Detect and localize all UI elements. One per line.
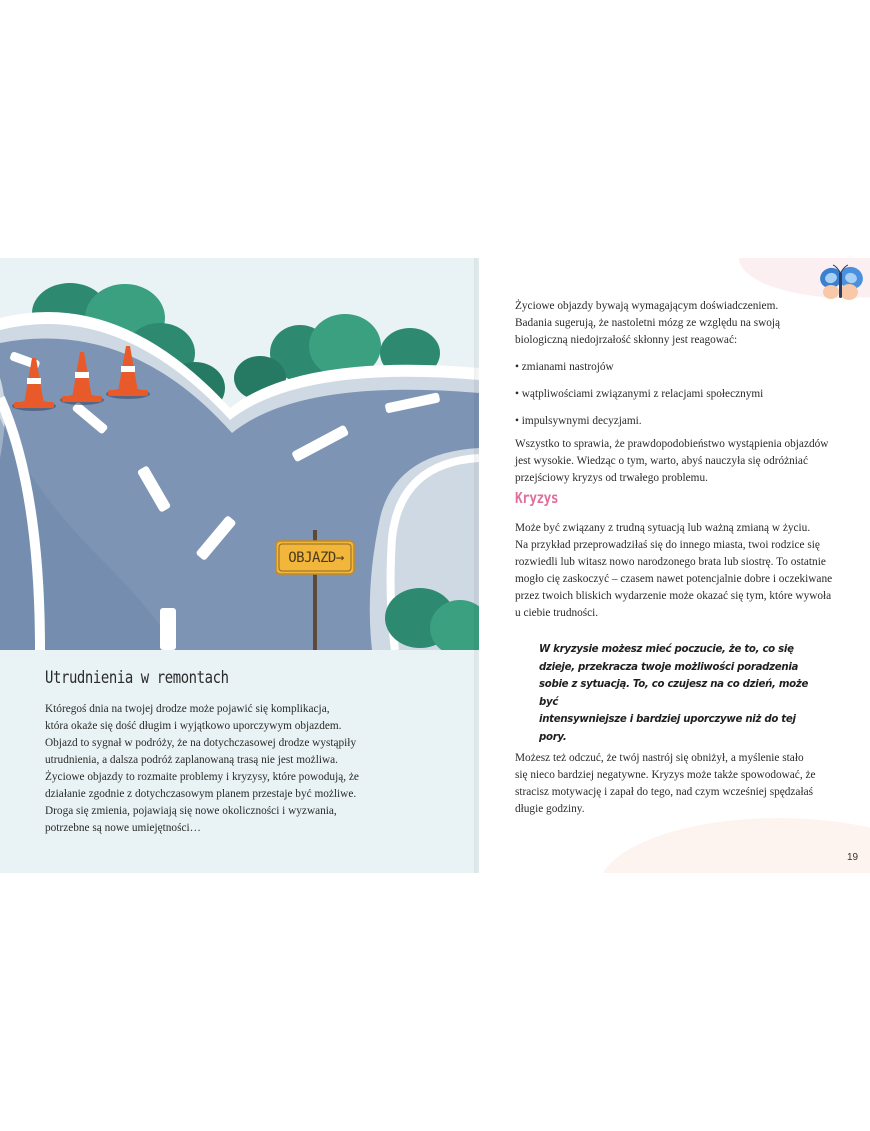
bullet-item: • zmianami nastrojów bbox=[515, 361, 614, 373]
body-line: Może być związany z trudną sytuacją lub ważną zmianą w życiu. bbox=[515, 522, 811, 534]
quote-line: sobie z sytuacją. To, co czujesz na co dzień, może być bbox=[539, 679, 809, 708]
body-line: Któregoś dnia na twojej drodze może pojawić się komplikacja, bbox=[45, 703, 330, 715]
handwritten-quote bbox=[539, 641, 809, 746]
body-line: Możesz też odczuć, że twój nastrój się obniżył, a myślenie stało bbox=[515, 752, 804, 764]
body-line: przez twoich bliskich wydarzenie może okazać się tym, które wywoła bbox=[515, 590, 832, 602]
detour-sign-label bbox=[280, 547, 352, 569]
kryzys-body-text bbox=[515, 520, 845, 622]
left-page bbox=[0, 258, 479, 873]
section-title-utrudnienia: Utrudnienia w remontach bbox=[45, 668, 229, 688]
body-line: Objazd to sygnał w podróży, że na dotychczasowej drodze wystąpiły bbox=[45, 737, 357, 749]
section-title-kryzys: Kryzys bbox=[515, 489, 559, 507]
closing-text bbox=[515, 750, 835, 818]
quote-line: dzieje, przekracza twoje możliwości poradzenia bbox=[539, 661, 799, 673]
body-line: długie godziny. bbox=[515, 803, 585, 815]
intro-text bbox=[515, 298, 835, 487]
arrow-right-icon: → bbox=[335, 550, 344, 566]
body-line: potrzebne są nowe umiejętności… bbox=[45, 822, 201, 834]
left-body-text bbox=[45, 701, 365, 837]
body-line: u ciebie trudności. bbox=[515, 607, 599, 619]
quote-line: intensywniejsze i bardziej uporczywe niż do tej pory. bbox=[539, 714, 796, 743]
body-line: biologiczną niedojrzałość skłonny jest reagować: bbox=[515, 334, 738, 346]
body-line: Życiowe objazdy to rozmaite problemy i kryzysy, które powodują, że bbox=[45, 771, 359, 783]
body-line: się nieco bardziej negatywne. Kryzys może także spowodować, że bbox=[515, 769, 816, 781]
body-line: Na przykład przeprowadziłaś się do innego miasta, twoi rodzice się bbox=[515, 539, 820, 551]
page-number: 19 bbox=[847, 852, 859, 863]
body-line: rozwiedli lub witasz nowo narodzonego brata lub siostrę. To ostatnie bbox=[515, 556, 826, 568]
body-line: przejściowy kryzys od trwałego problemu. bbox=[515, 472, 708, 484]
body-line: stracisz motywację i zapał do tego, nad czym wcześniej spędzałaś bbox=[515, 786, 813, 798]
bullet-item: • impulsywnymi decyzjami. bbox=[515, 415, 642, 427]
decorative-blob-bottom bbox=[599, 818, 870, 873]
body-line: Droga się zmienia, pojawiają się nowe okoliczności i wyzwania, bbox=[45, 805, 337, 817]
body-line: Życiowe objazdy bywają wymagającym doświadczeniem. bbox=[515, 300, 779, 312]
body-line: która okaże się dość długim i wyjątkowo uporczywym objazdem. bbox=[45, 720, 342, 732]
body-line: Wszystko to sprawia, że prawdopodobieństwo wystąpienia objazdów bbox=[515, 438, 829, 450]
body-line: utrudnienia, a dalsza podróż zaplanowaną trasą nie jest możliwa. bbox=[45, 754, 338, 766]
quote-line: W kryzysie możesz mieć poczucie, że to, co się bbox=[539, 644, 794, 655]
road-illustration bbox=[0, 258, 479, 650]
body-line: mogło cię zaskoczyć – czasem nawet potencjalnie dobre i oczekiwane bbox=[515, 573, 833, 585]
body-line: jest wysokie. Wiedząc o tym, warto, abyś nauczyła się odróżniać bbox=[515, 455, 808, 467]
book-spread bbox=[0, 258, 870, 873]
sign-text: OBJAZD bbox=[288, 550, 336, 566]
bullet-item: • wątpliwościami związanymi z relacjami społecznymi bbox=[515, 388, 764, 400]
body-line: Badania sugerują, że nastoletni mózg ze względu na swoją bbox=[515, 317, 781, 329]
right-page bbox=[479, 258, 870, 873]
body-line: działanie zgodnie z dotychczasowym planem przestaje być możliwe. bbox=[45, 788, 357, 800]
